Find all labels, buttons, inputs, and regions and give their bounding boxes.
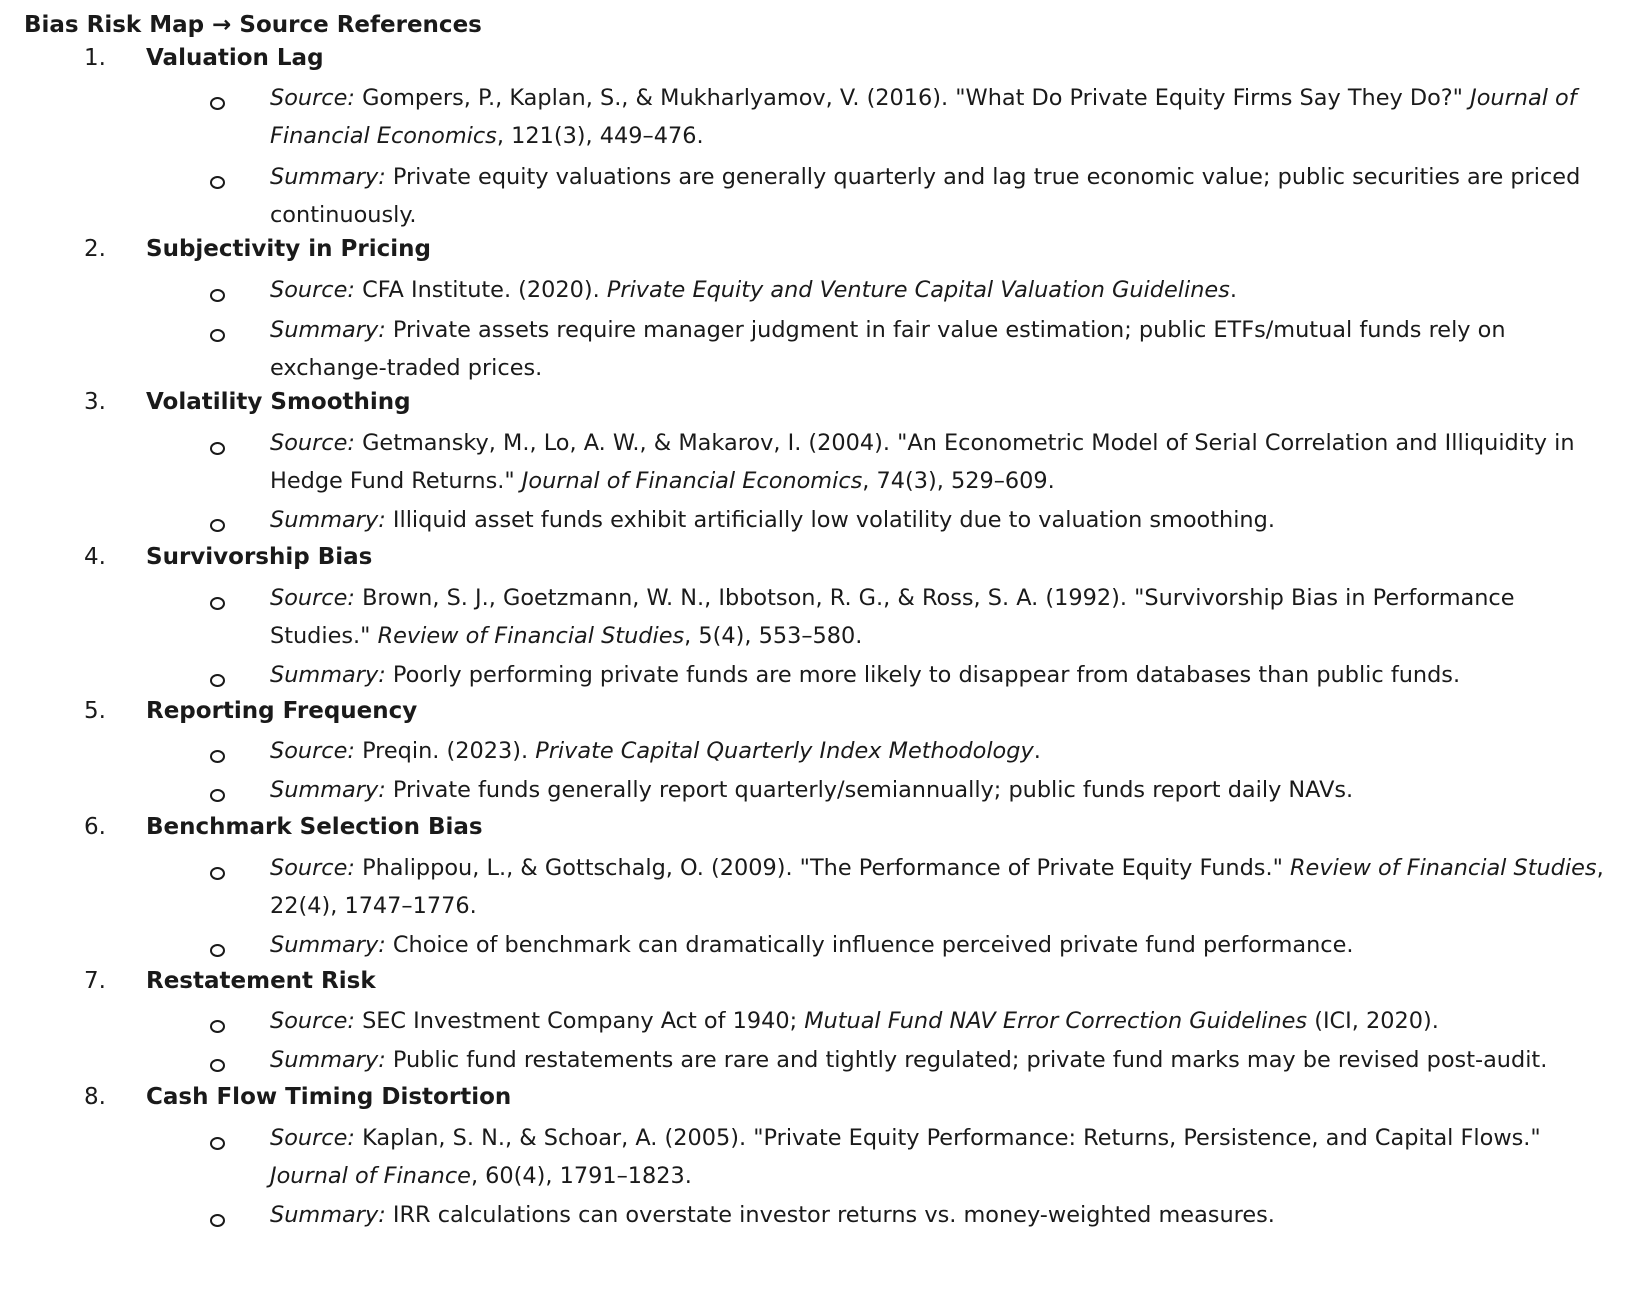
source-label: Source: (270, 277, 355, 303)
source-citation (270, 79, 1620, 155)
summary-body: Public fund restatements are rare and tightly regulated; private fund marks may be revised post-audit. (385, 1047, 1548, 1073)
summary-label: Summary: (270, 777, 386, 803)
page-title: Bias Risk Map → Source References (24, 12, 482, 38)
circle-bullet-icon (210, 97, 225, 110)
summary-text (270, 656, 1620, 694)
source-publication: Journal of Financial Economics (270, 85, 1577, 149)
source-citation (270, 849, 1620, 925)
summary-body: Illiquid asset funds exhibit artificially low volatility due to valuation smoothing. (385, 507, 1275, 533)
source-text: SEC Investment Company Act of 1940; (354, 1008, 805, 1034)
circle-bullet-icon (210, 329, 225, 342)
source-text: Brown, S. J., Goetzmann, W. N., Ibbotson, R. G., & Ross, S. A. (1992). "Survivorship Bias in Performance Studies." (270, 585, 1515, 649)
source-label: Source: (270, 85, 355, 111)
list-number: 3. (84, 389, 106, 415)
summary-body: Choice of benchmark can dramatically influence perceived private fund performance. (385, 932, 1354, 958)
summary-label: Summary: (270, 1202, 386, 1228)
source-publication: Journal of Finance (270, 1163, 471, 1189)
source-details: , 5(4), 553–580. (684, 623, 863, 649)
list-number: 6. (84, 814, 106, 840)
source-citation (270, 271, 1620, 309)
circle-bullet-icon (210, 1059, 225, 1072)
list-number: 2. (84, 236, 106, 262)
circle-bullet-icon (210, 944, 225, 957)
list-number: 5. (84, 698, 106, 724)
summary-body: IRR calculations can overstate investor returns vs. money-weighted measures. (385, 1202, 1275, 1228)
circle-bullet-icon (210, 674, 225, 687)
source-text: Gompers, P., Kaplan, S., & Mukharlyamov, V. (2016). "What Do Private Equity Firms Say They Do?" (354, 85, 1471, 111)
item-title: Volatility Smoothing (146, 389, 411, 415)
source-details: . (1229, 277, 1237, 303)
summary-label: Summary: (270, 507, 386, 533)
list-number: 8. (84, 1084, 106, 1110)
summary-text (270, 771, 1620, 809)
source-text: CFA Institute. (2020). (354, 277, 607, 303)
source-text: Kaplan, S. N., & Schoar, A. (2005). "Private Equity Performance: Returns, Persistence, and Capital Flows." (354, 1125, 1541, 1151)
summary-label: Summary: (270, 164, 386, 190)
summary-body: Private assets require manager judgment in fair value estimation; public ETFs/mutual funds rely on exchange-traded prices. (270, 317, 1506, 381)
source-details: (ICI, 2020). (1307, 1008, 1439, 1034)
summary-label: Summary: (270, 1047, 386, 1073)
source-details: , 60(4), 1791–1823. (470, 1163, 692, 1189)
source-citation (270, 1002, 1620, 1040)
circle-bullet-icon (210, 289, 225, 302)
summary-text (270, 1041, 1620, 1079)
source-citation (270, 424, 1620, 500)
circle-bullet-icon (210, 1214, 225, 1227)
circle-bullet-icon (210, 519, 225, 532)
summary-text (270, 158, 1620, 234)
source-text: Getmansky, M., Lo, A. W., & Makarov, I. (2004). "An Econometric Model of Serial Correlation and Illiquidity in Hedge Fund Returns." (270, 430, 1575, 494)
source-publication: Mutual Fund NAV Error Correction Guidelines (804, 1008, 1308, 1034)
list-number: 1. (84, 45, 106, 71)
circle-bullet-icon (210, 789, 225, 802)
source-citation (270, 1119, 1620, 1195)
source-publication: Review of Financial Studies (377, 623, 685, 649)
item-title: Subjectivity in Pricing (146, 236, 431, 262)
circle-bullet-icon (210, 1020, 225, 1033)
summary-label: Summary: (270, 317, 386, 343)
source-publication: Private Capital Quarterly Index Methodology (535, 738, 1034, 764)
item-title: Restatement Risk (146, 968, 376, 994)
source-details: . (1033, 738, 1041, 764)
source-label: Source: (270, 585, 355, 611)
source-publication: Private Equity and Venture Capital Valuation Guidelines (606, 277, 1230, 303)
item-title: Survivorship Bias (146, 544, 373, 570)
summary-text (270, 1196, 1620, 1234)
list-number: 4. (84, 544, 106, 570)
summary-label: Summary: (270, 932, 386, 958)
circle-bullet-icon (210, 176, 225, 189)
source-publication: Review of Financial Studies (1290, 855, 1597, 881)
source-label: Source: (270, 855, 355, 881)
list-number: 7. (84, 968, 106, 994)
summary-text (270, 311, 1620, 387)
circle-bullet-icon (210, 750, 225, 763)
circle-bullet-icon (210, 1137, 225, 1150)
item-title: Benchmark Selection Bias (146, 814, 483, 840)
summary-label: Summary: (270, 662, 386, 688)
circle-bullet-icon (210, 597, 225, 610)
summary-body: Private equity valuations are generally quarterly and lag true economic value; public securities are priced continuously. (270, 164, 1581, 228)
summary-body: Poorly performing private funds are more likely to disappear from databases than public funds. (385, 662, 1461, 688)
source-label: Source: (270, 738, 355, 764)
item-title: Reporting Frequency (146, 698, 418, 724)
circle-bullet-icon (210, 442, 225, 455)
source-citation (270, 732, 1620, 770)
summary-body: Private funds generally report quarterly/semiannually; public funds report daily NAVs. (385, 777, 1354, 803)
summary-text (270, 926, 1620, 964)
source-publication: Journal of Financial Economics (521, 468, 863, 494)
source-label: Source: (270, 1125, 355, 1151)
source-text: Preqin. (2023). (354, 738, 536, 764)
source-details: , 121(3), 449–476. (496, 123, 704, 149)
source-details: , 22(4), 1747–1776. (270, 855, 1604, 919)
item-title: Valuation Lag (146, 45, 324, 71)
item-title: Cash Flow Timing Distortion (146, 1084, 512, 1110)
source-text: Phalippou, L., & Gottschalg, O. (2009). "The Performance of Private Equity Funds." (354, 855, 1290, 881)
summary-text (270, 501, 1620, 539)
source-label: Source: (270, 1008, 355, 1034)
source-citation (270, 579, 1620, 655)
circle-bullet-icon (210, 867, 225, 880)
source-details: , 74(3), 529–609. (862, 468, 1055, 494)
source-label: Source: (270, 430, 355, 456)
